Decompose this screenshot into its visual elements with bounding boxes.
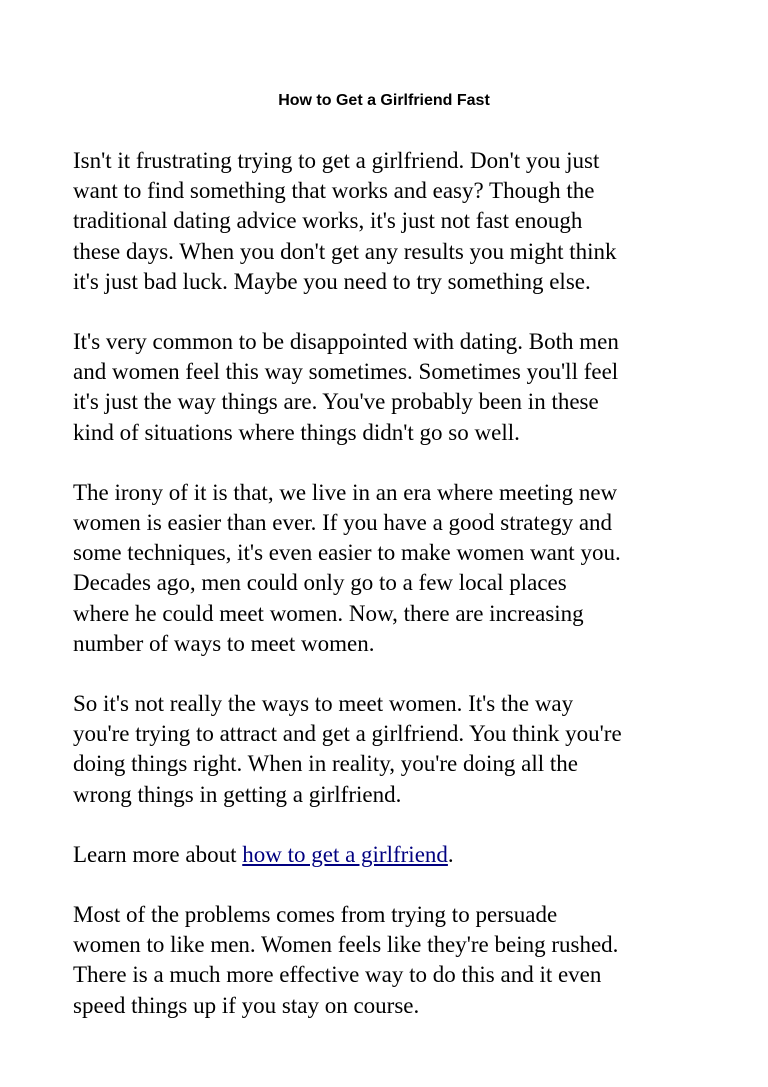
text-line: want to find something that works and easy? Though the [73, 178, 595, 204]
learn-more-suffix: . [447, 841, 454, 867]
text-line: doing things right. When in reality, you're doing all the [73, 751, 578, 777]
learn-more-paragraph [73, 840, 713, 870]
learn-more-prefix: Learn more about [73, 841, 243, 867]
text-line: number of ways to meet women. [73, 630, 375, 656]
text-line: and women feel this way sometimes. Sometimes you'll feel [73, 359, 619, 385]
text-line: traditional dating advice works, it's just not fast enough [73, 208, 583, 234]
text-line: women to like men. Women feels like they're being rushed. [73, 932, 619, 958]
paragraph-1 [73, 146, 713, 297]
text-line: wrong things in getting a girlfriend. [73, 781, 402, 807]
paragraph-2 [73, 327, 713, 448]
text-line: Decades ago, men could only go to a few local places [73, 570, 567, 596]
text-line: it's just bad luck. Maybe you need to try something else. [73, 268, 591, 294]
text-line: Most of the problems comes from trying to persuade [73, 902, 558, 928]
text-line: it's just the way things are. You've probably been in these [73, 389, 599, 415]
document-body [73, 146, 713, 1051]
paragraph-last [73, 900, 713, 1021]
text-line: There is a much more effective way to do this and it even [73, 962, 602, 988]
text-line: speed things up if you stay on course. [73, 992, 420, 1018]
girlfriend-guide-link[interactable]: how to get a girlfriend [242, 841, 448, 867]
text-line: where he could meet women. Now, there are increasing [73, 600, 584, 626]
text-line: these days. When you don't get any results you might think [73, 238, 617, 264]
text-line: kind of situations where things didn't go so well. [73, 419, 520, 445]
paragraph-3 [73, 478, 713, 659]
text-line: It's very common to be disappointed with dating. Both men [73, 329, 619, 355]
paragraph-4 [73, 689, 713, 810]
text-line: you're trying to attract and get a girlfriend. You think you're [73, 721, 622, 747]
page-title: How to Get a Girlfriend Fast [278, 92, 490, 109]
text-line: women is easier than ever. If you have a good strategy and [73, 510, 613, 536]
text-line: The irony of it is that, we live in an era where meeting new [73, 479, 618, 505]
text-line: So it's not really the ways to meet women. It's the way [73, 691, 574, 717]
text-line: Isn't it frustrating trying to get a girlfriend. Don't you just [73, 148, 600, 173]
text-line: some techniques, it's even easier to make women want you. [73, 540, 621, 566]
